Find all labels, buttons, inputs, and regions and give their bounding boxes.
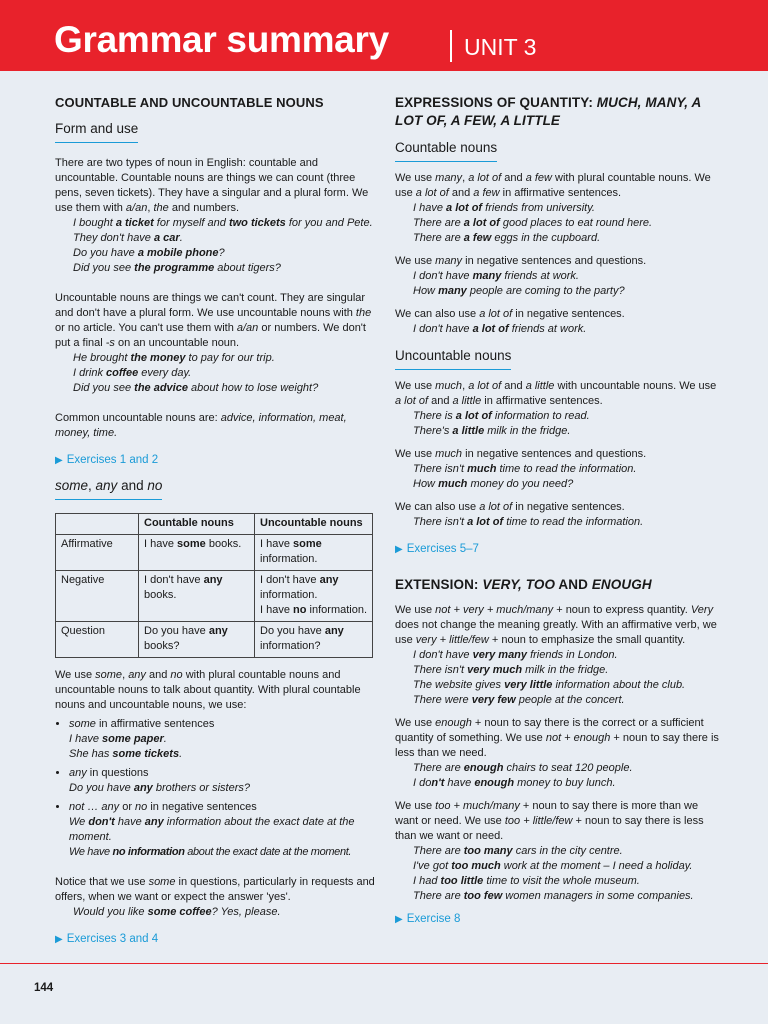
table-cell: Do you have any books? (139, 622, 255, 658)
example: There isn't very much milk in the fridge. (413, 664, 609, 676)
subheading-uncountable-nouns: Uncountable nouns (395, 347, 511, 370)
exercises-link[interactable]: ▶ Exercises 1 and 2 (55, 454, 159, 466)
example: Did you see the programme about tigers? (73, 262, 281, 274)
example: Did you see the advice about how to lose weight? (73, 382, 319, 394)
table-row (56, 622, 373, 658)
section-heading-expressions-of-quantity: EXPRESSIONS OF QUANTITY: MUCH, MANY, A LOT OF, A FEW, A LITTLE (395, 95, 701, 128)
exercises-link[interactable]: ▶ Exercise 8 (395, 913, 461, 925)
table-header-row (56, 514, 373, 535)
example: There were very few people at the concert. (413, 694, 625, 706)
arrow-right-icon: ▶ (395, 914, 403, 925)
exercises-link[interactable]: ▶ Exercises 3 and 4 (55, 933, 159, 945)
example: I don't have a lot of friends at work. (413, 323, 587, 335)
paragraph: We use too + much/many + noun to say there is more than we want or need. We use too + little/few + noun to say there is less than we want or need. (395, 800, 704, 842)
example: She has some tickets. (69, 748, 183, 760)
table-cell: Do you have any information? (255, 622, 373, 658)
example-list (55, 351, 375, 396)
title-divider (450, 30, 452, 62)
example: I've got too much work at the moment – I need a holiday. (413, 860, 693, 872)
subheading-countable-nouns: Countable nouns (395, 139, 497, 162)
paragraph: We use some, any and no with plural countable nouns and uncountable nouns to talk about quantity. With plural countable nouns and uncountable nouns, we use: (55, 669, 361, 711)
paragraph: Notice that we use some in questions, particularly in requests and offers, when we want or expect the answer 'yes'. (55, 876, 375, 903)
paragraph: Common uncountable nouns are: advice, information, meat, money, time. (55, 412, 347, 439)
table-cell: I don't have any information. I have no information. (255, 571, 373, 622)
list-item: • not … any or no in negative sentences We don't have any information about the exact date at the moment. We have no information about the exact date at the moment. (69, 800, 375, 860)
list-item: • some in affirmative sentences I have some paper. She has some tickets. (69, 717, 375, 762)
page-number: 144 (34, 982, 54, 994)
example: How many people are coming to the party? (413, 285, 625, 297)
footer-divider (0, 963, 768, 964)
example-list (395, 409, 720, 439)
paragraph: We use many, a lot of and a few with plural countable nouns. We use a lot of and a few in affirmative sentences. (395, 172, 711, 199)
list-item: • any in questions Do you have any brothers or sisters? (69, 766, 375, 796)
table-row (56, 535, 373, 571)
example: I bought a ticket for myself and two tickets for you and Pete. (73, 217, 373, 229)
bullet-list (55, 717, 375, 860)
paragraph: We use many in negative sentences and questions. (395, 255, 647, 267)
paragraph: We use enough + noun to say there is the correct or a sufficient quantity of something. We use not + enough + noun to say there is less than we need. (395, 717, 719, 759)
section-heading-countable-uncountable: COUNTABLE AND UNCOUNTABLE NOUNS (55, 95, 324, 110)
table-cell: I don't have any books. (139, 571, 255, 622)
table-cell: Affirmative (56, 535, 139, 571)
paragraph: We use much, a lot of and a little with uncountable nouns. We use a lot of and a little in affirmative sentences. (395, 380, 717, 407)
paragraph: Uncountable nouns are things we can't count. They are singular and don't have a plural form. We use uncountable nouns with the or no article. You can't use them with a/an or numbers. We don't put a final -s on an uncountable noun. (55, 292, 372, 349)
section-heading-extension: EXTENSION: VERY, TOO AND ENOUGH (395, 577, 652, 592)
example: There are too many cars in the city centre. (413, 845, 623, 857)
example: Would you like some coffee? Yes, please. (73, 906, 281, 918)
table-header-cell: Uncountable nouns (255, 514, 373, 535)
table-header-cell (56, 514, 139, 535)
example: I have a lot of friends from university. (413, 202, 595, 214)
example: I don't have enough money to buy lunch. (413, 777, 616, 789)
example: I had too little time to visit the whole museum. (413, 875, 640, 887)
example-list (55, 216, 375, 276)
table-cell: Negative (56, 571, 139, 622)
example: We don't have any information about the exact date at the moment. (69, 816, 355, 843)
example-list (395, 201, 720, 246)
table-row (56, 571, 373, 622)
example: How much money do you need? (413, 478, 574, 490)
example: There are enough chairs to seat 120 people. (413, 762, 633, 774)
unit-label: UNIT 3 (464, 34, 537, 60)
page-header (0, 0, 768, 71)
left-column (55, 94, 375, 947)
example-list (395, 462, 720, 492)
example: There are a few eggs in the cupboard. (413, 232, 601, 244)
some-any-no-table (55, 513, 373, 658)
table-cell: I have some information. (255, 535, 373, 571)
page-title: Grammar summary (54, 19, 389, 60)
example: Do you have a mobile phone? (73, 247, 225, 259)
example-list (395, 648, 720, 708)
example: The website gives very little information about the club. (413, 679, 686, 691)
example: He brought the money to pay for our trip. (73, 352, 275, 364)
arrow-right-icon: ▶ (55, 934, 63, 945)
paragraph: We can also use a lot of in negative sentences. (395, 308, 625, 320)
table-header-cell: Countable nouns (139, 514, 255, 535)
paragraph: We can also use a lot of in negative sentences. (395, 501, 625, 513)
example: There are a lot of good places to eat round here. (413, 217, 653, 229)
right-column (395, 94, 720, 927)
paragraph: There are two types of noun in English: countable and uncountable. Countable nouns are things we can count (three pens, seven tickets). They have a singular and a plural form. We use them with a/an, the and numbers. (55, 157, 369, 214)
exercises-link[interactable]: ▶ Exercises 5–7 (395, 543, 479, 555)
example: There isn't a lot of time to read the information. (413, 516, 644, 528)
arrow-right-icon: ▶ (395, 544, 403, 555)
table-cell: I have some books. (139, 535, 255, 571)
example: There isn't much time to read the information. (413, 463, 637, 475)
example: There's a little milk in the fridge. (413, 425, 571, 437)
example: There are too few women managers in some companies. (413, 890, 694, 902)
example: Do you have any brothers or sisters? (69, 782, 250, 794)
subheading-form-and-use: Form and use (55, 120, 138, 143)
example: I drink coffee every day. (73, 367, 192, 379)
paragraph: We use not + very + much/many + noun to express quantity. Very does not change the meaning greatly. With an affirmative verb, we use very + little/few + noun to emphasize the small quantity. (395, 604, 717, 646)
example-list (395, 844, 720, 904)
subheading-some-any-no: some, any and no (55, 477, 162, 500)
example-list (395, 761, 720, 791)
example: We have no information about the exact date at the moment. (69, 846, 352, 858)
example: I don't have many friends at work. (413, 270, 579, 282)
example-list (395, 269, 720, 299)
example: I have some paper. (69, 733, 167, 745)
example: There is a lot of information to read. (413, 410, 590, 422)
table-cell: Question (56, 622, 139, 658)
paragraph: We use much in negative sentences and questions. (395, 448, 647, 460)
example: I don't have very many friends in London. (413, 649, 618, 661)
example: They don't have a car. (73, 232, 183, 244)
arrow-right-icon: ▶ (55, 455, 63, 466)
